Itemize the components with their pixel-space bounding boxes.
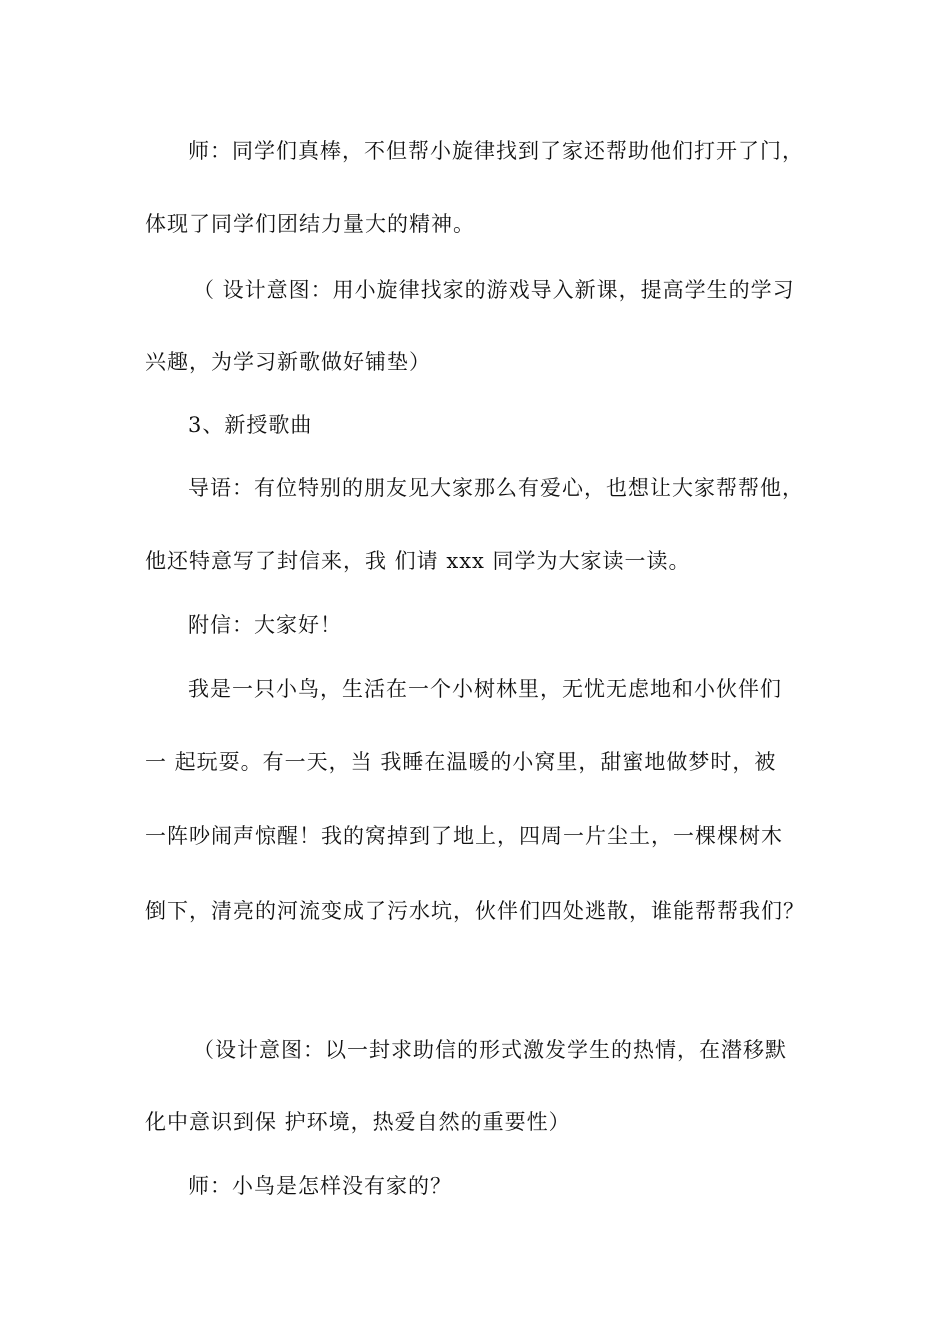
design-intent-1: （ 设计意图：用小旋律找家的游戏导入新课，提高学生的学习 [193,278,795,302]
letter-body-3: 一阵吵闹声惊醒！我的窝掉到了地上，四周一片尘土，一棵棵树木 [145,824,783,848]
paragraph-teacher-praise-cont: 体现了同学们团结力量大的精神。 [145,212,475,236]
paragraph-intro-cont: 他还特意写了封信来，我 们请 xxx 同学为大家读一读。 [145,549,691,573]
letter-body-4: 倒下，清亮的河流变成了污水坑，伙伴们四处逃散，谁能帮帮我们？ [145,899,805,923]
section-heading-new-song: 3、新授歌曲 [188,413,313,437]
design-intent-2: （设计意图：以一封求助信的形式激发学生的热情，在潜移默 [193,1038,787,1062]
paragraph-teacher-praise: 师：同学们真棒，不但帮小旋律找到了家还帮助他们打开了门， [188,139,804,163]
paragraph-teacher-question: 师：小鸟是怎样没有家的？ [188,1174,452,1198]
letter-greeting: 附信：大家好！ [188,613,342,637]
design-intent-1-cont: 兴趣，为学习新歌做好铺垫） [145,350,431,374]
letter-body-1: 我是一只小鸟，生活在一个小树林里，无忧无虑地和小伙伴们 [188,677,782,701]
design-intent-2-cont: 化中意识到保 护环境，热爱自然的重要性） [145,1110,571,1134]
letter-body-2: 一 起玩耍。有一天，当 我睡在温暖的小窝里，甜蜜地做梦时，被 [145,750,777,774]
paragraph-intro: 导语：有位特别的朋友见大家那么有爱心，也想让大家帮帮他， [188,476,804,500]
